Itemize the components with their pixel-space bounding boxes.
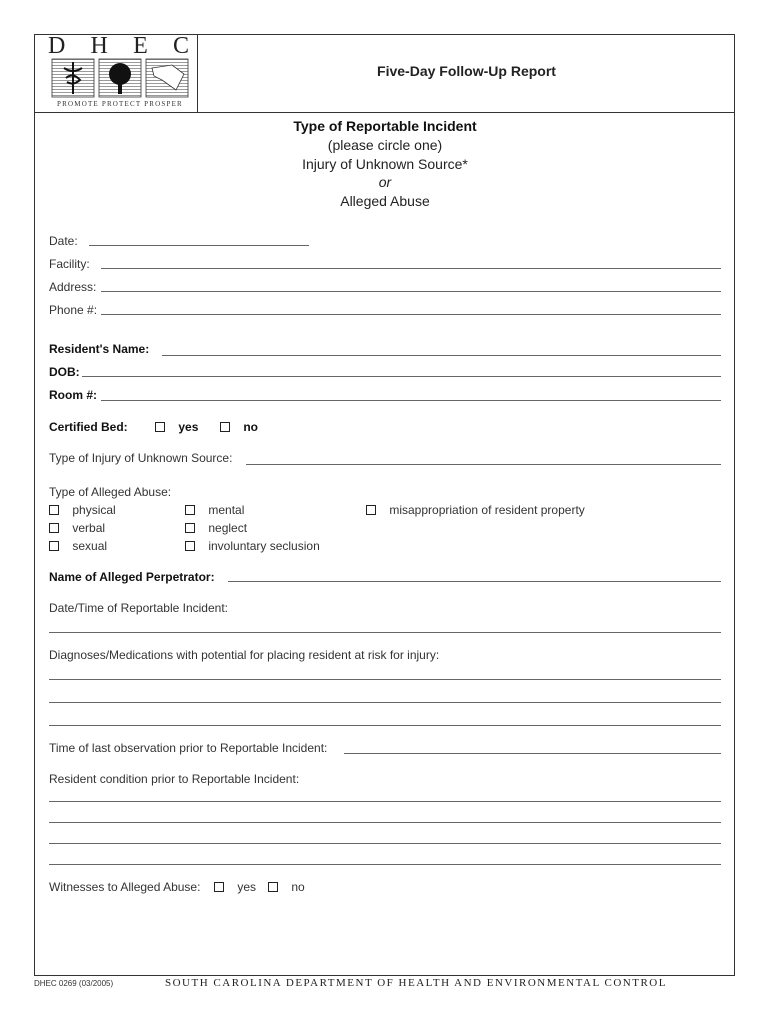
diagnoses-label: Diagnoses/Medications with potential for placing resident at risk for injury: [49,648,440,662]
resident-name-field[interactable] [162,355,721,356]
logo-letter-e: E [133,33,149,59]
logo-motto: PROMOTE PROTECT PROSPER [57,100,183,108]
incident-option-abuse[interactable]: Alleged Abuse [340,193,430,209]
witnesses-yes-label: yes [237,880,257,894]
resident-condition-line-1[interactable] [49,801,721,802]
checkbox-icon[interactable] [366,505,376,515]
abuse-option-neglect[interactable] [185,521,247,535]
checkbox-icon[interactable] [49,523,59,533]
date-label: Date: [49,234,78,248]
abuse-option-label: involuntary seclusion [208,539,320,553]
logo-letter-d: D [48,33,67,59]
witnesses-no[interactable] [268,880,305,894]
checkbox-icon[interactable] [268,882,278,892]
incident-type-instruction: (please circle one) [327,137,443,153]
certified-bed-yes[interactable] [155,420,198,434]
certified-bed-yes-label: yes [178,420,199,434]
dob-label: DOB: [49,365,80,379]
witnesses-no-label: no [291,880,305,894]
incident-type-heading: Type of Reportable Incident [293,118,477,134]
checkbox-icon[interactable] [185,523,195,533]
dhec-logo-letters [48,33,196,60]
abuse-type-label: Type of Alleged Abuse: [49,485,172,499]
abuse-option-physical[interactable] [49,503,116,517]
abuse-option-label: misappropriation of resident property [389,503,585,517]
facility-label: Facility: [49,257,90,271]
checkbox-icon[interactable] [220,422,230,432]
abuse-option-label: neglect [208,521,248,535]
checkbox-icon[interactable] [49,505,59,515]
certified-bed-no-label: no [243,420,259,434]
resident-name-label: Resident's Name: [49,342,150,356]
logo-letter-h: H [90,33,109,59]
room-field[interactable] [101,400,721,401]
abuse-option-label: sexual [72,539,108,553]
witnesses-yes[interactable] [214,880,256,894]
abuse-option-verbal[interactable] [49,521,105,535]
perpetrator-field[interactable] [228,581,721,582]
resident-condition-line-4[interactable] [49,864,721,865]
checkbox-icon[interactable] [214,882,224,892]
abuse-option-sexual[interactable] [49,539,107,553]
incident-option-or: or [378,174,392,190]
abuse-option-label: mental [208,503,245,517]
room-label: Room #: [49,388,97,402]
facility-field[interactable] [101,268,721,269]
last-observation-field[interactable] [344,753,721,754]
certified-bed-no[interactable] [220,420,258,434]
checkbox-icon[interactable] [185,541,195,551]
date-field[interactable] [89,245,309,246]
witnesses-label: Witnesses to Alleged Abuse: [49,880,201,894]
form-code: DHEC 0269 (03/2005) [34,979,114,988]
perpetrator-label: Name of Alleged Perpetrator: [49,570,215,584]
phone-label: Phone #: [49,303,98,317]
abuse-option-misappropriation[interactable] [366,503,585,517]
diagnoses-field-line-1[interactable] [49,679,721,680]
department-name: SOUTH CAROLINA DEPARTMENT OF HEALTH AND ENVIRONMENTAL CONTROL [165,977,667,989]
address-label: Address: [49,280,97,294]
header-divider [34,112,735,113]
resident-condition-label: Resident condition prior to Reportable Incident: [49,772,300,786]
resident-condition-line-3[interactable] [49,843,721,844]
injury-type-label: Type of Injury of Unknown Source: [49,451,233,465]
abuse-option-involuntary-seclusion[interactable] [185,539,320,553]
logo-letter-c: C [172,33,190,59]
incident-datetime-label: Date/Time of Reportable Incident: [49,601,228,615]
diagnoses-field-line-2[interactable] [49,702,721,703]
injury-type-field[interactable] [246,464,721,465]
form-title: Five-Day Follow-Up Report [377,63,556,79]
abuse-option-mental[interactable] [185,503,244,517]
diagnoses-field-line-3[interactable] [49,725,721,726]
checkbox-icon[interactable] [185,505,195,515]
resident-condition-line-2[interactable] [49,822,721,823]
address-field[interactable] [101,291,721,292]
incident-datetime-field[interactable] [49,632,721,633]
last-observation-label: Time of last observation prior to Reportable Incident: [49,741,328,755]
abuse-option-label: verbal [72,521,106,535]
checkbox-icon[interactable] [155,422,165,432]
dhec-logo-emblem [50,58,190,98]
phone-field[interactable] [101,314,721,315]
abuse-option-label: physical [72,503,116,517]
dob-field[interactable] [82,376,721,377]
incident-option-injury[interactable]: Injury of Unknown Source* [302,156,468,172]
certified-bed-label: Certified Bed: [49,420,128,434]
checkbox-icon[interactable] [49,541,59,551]
